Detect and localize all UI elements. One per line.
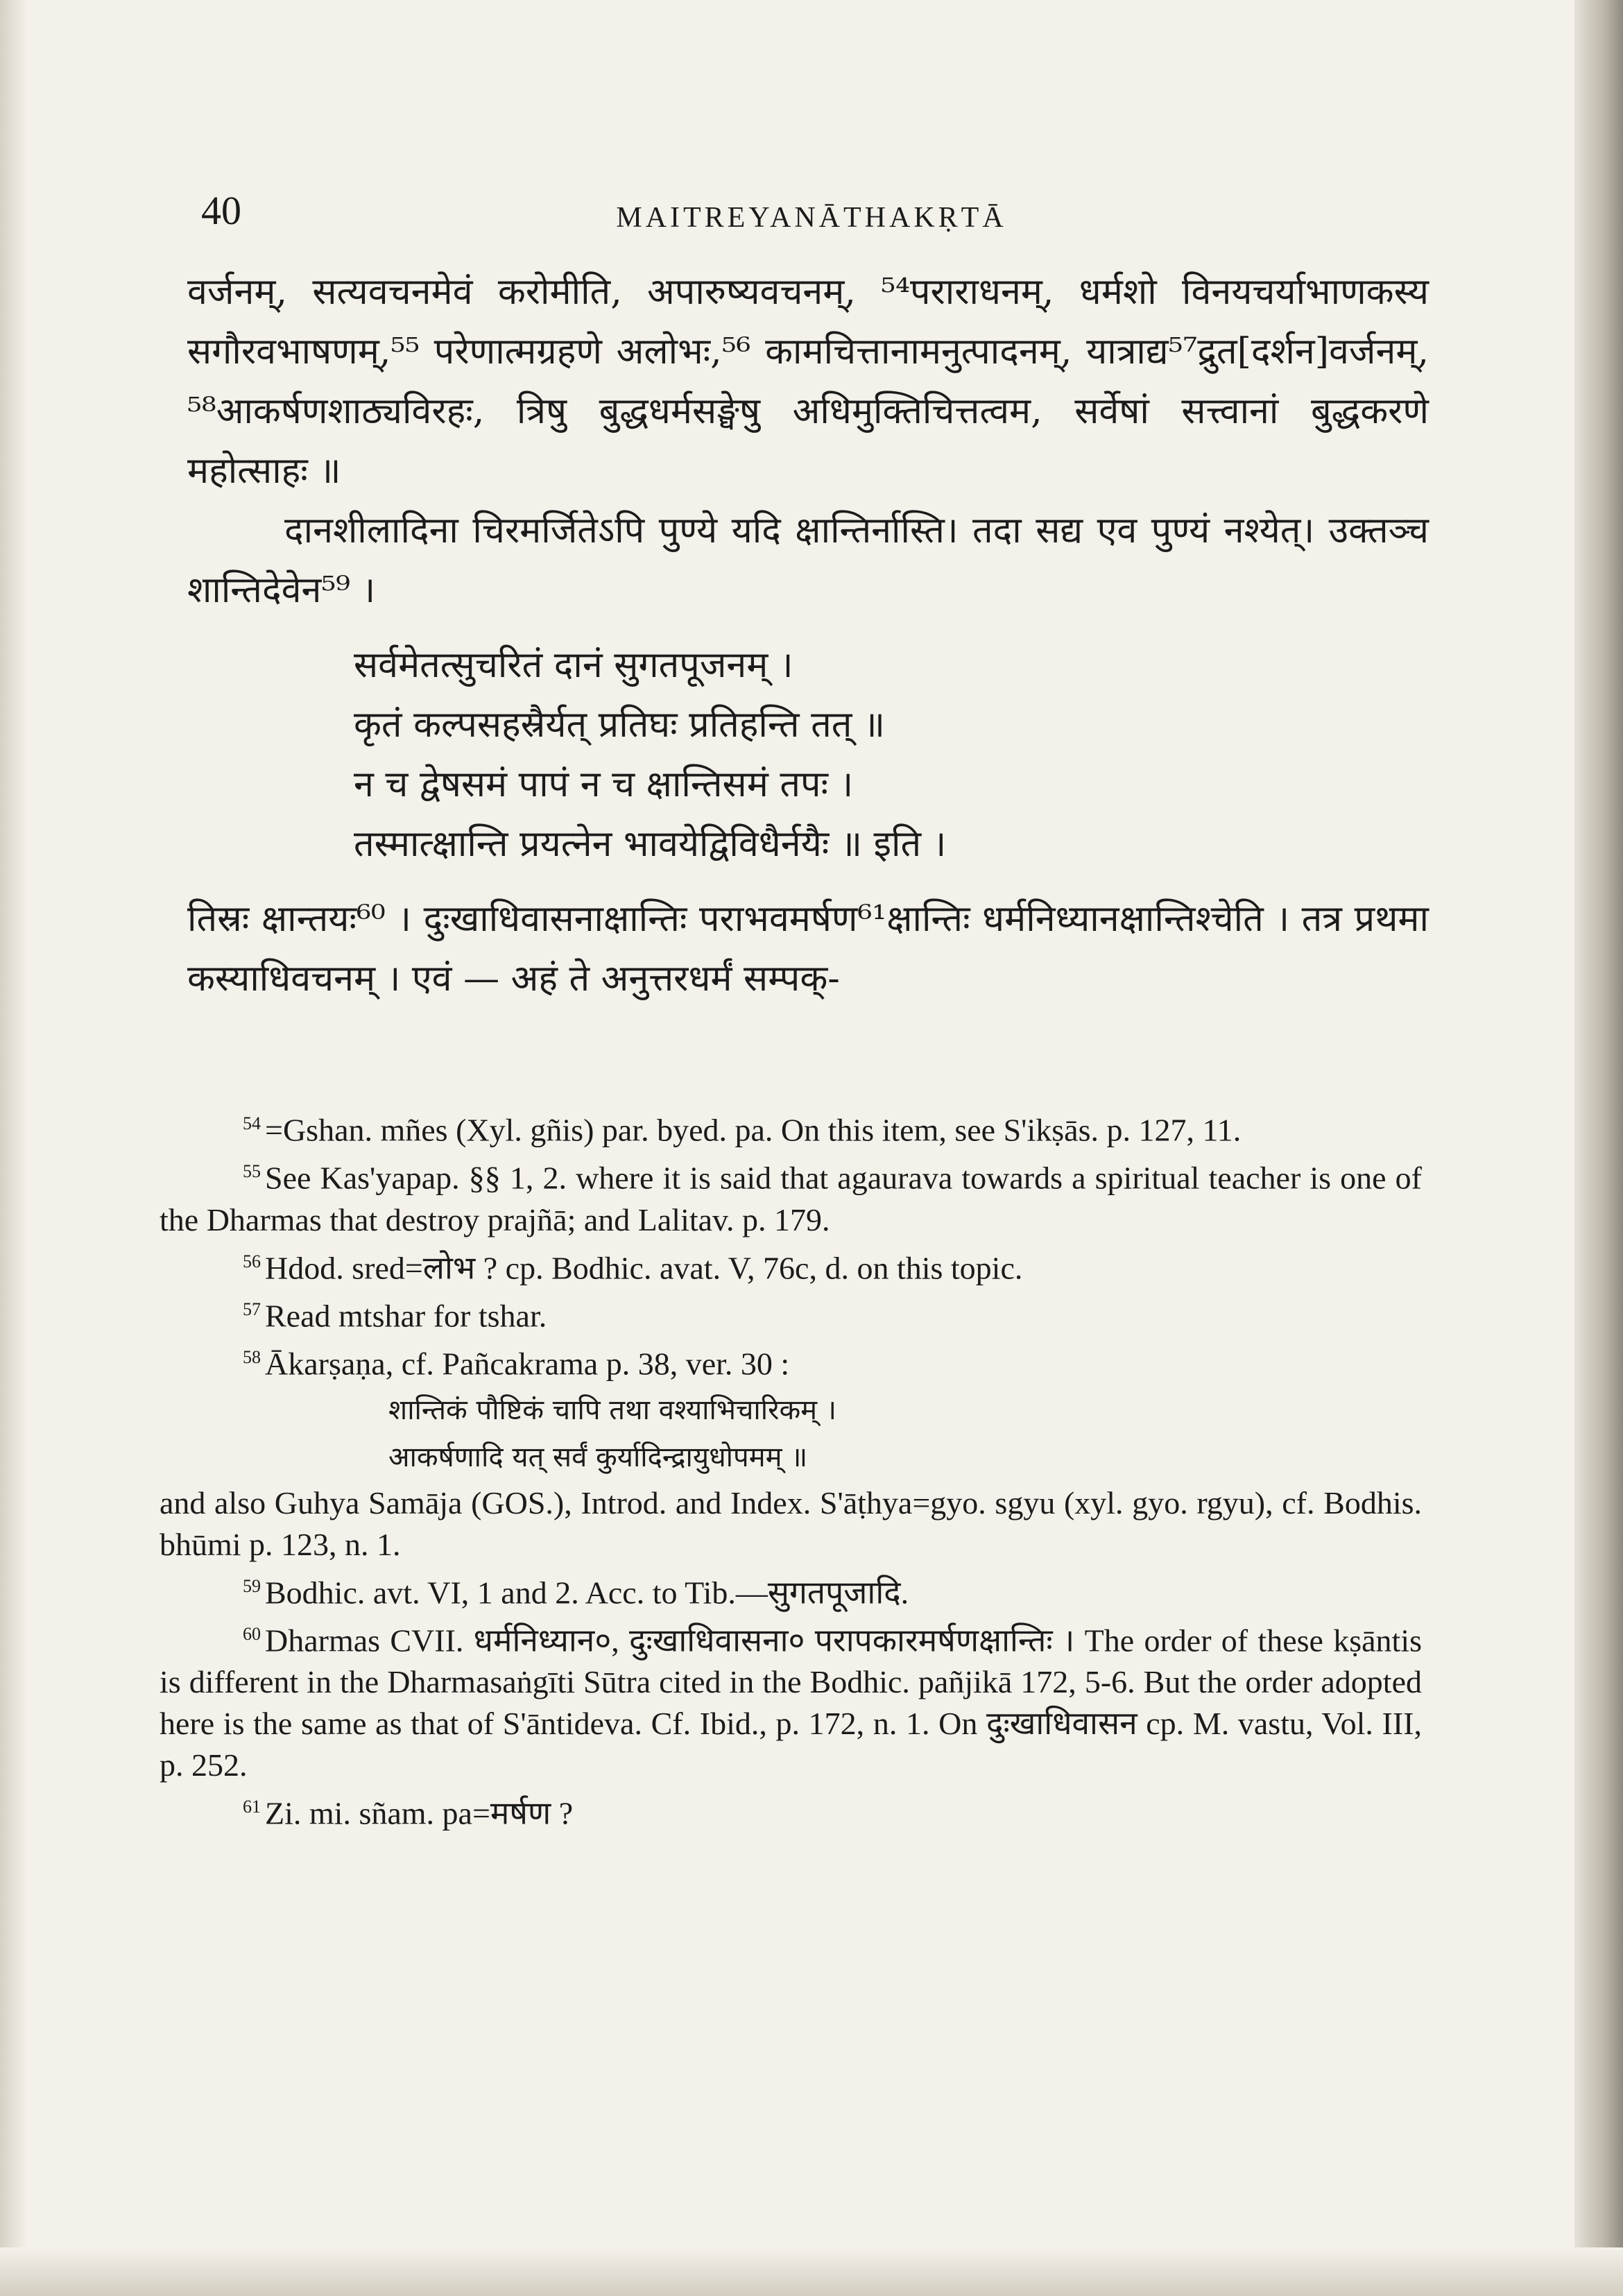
footnote-56 [160, 1241, 1422, 1289]
footnote-text: Hdod. sred=लोभ ? cp. Bodhic. avat. V, 76c, d. on this topic. [265, 1249, 1023, 1285]
footnote-text: See Kas'yapap. §§ 1, 2. where it is said that agaurava towards a spiritual teacher is one of the Dharmas that destroy prajñā; and Lalitav. p. 179. [160, 1160, 1422, 1237]
footnote-58-continued: and also Guhya Samāja (GOS.), Introd. and Index. S'āṭhya=gyo. sgyu (xyl. gyo. rgyu), cf. Bodhis. bhūmi p. 123, n. 1. [160, 1484, 1422, 1562]
main-text [187, 262, 1429, 1009]
footnote-text: Read mtshar for tshar. [265, 1298, 547, 1334]
footnote-marker: 60 [243, 1623, 261, 1644]
footnote-text: Zi. mi. sñam. pa=मर्षण ? [265, 1795, 574, 1831]
page-number: 40 [201, 188, 241, 233]
verse-line: कृतं कल्पसहस्रैर्यत् प्रतिघः प्रतिहन्ति तत् ॥ [354, 704, 886, 746]
footnote-57 [160, 1289, 1422, 1337]
footnote-marker: 55 [243, 1161, 261, 1182]
footnote-marker: 59 [243, 1575, 261, 1596]
paragraph-2: दानशीलादिना चिरमर्जितेऽपि पुण्ये यदि क्षान्तिर्नास्ति। तदा सद्य एव पुण्यं नश्येत्। उक्तञ्च शान्तिदेवेन⁵⁹ । [187, 510, 1429, 611]
verse-block [354, 635, 1429, 874]
page-header [201, 187, 1422, 243]
footnote-60 [160, 1613, 1422, 1786]
footnote-61 [160, 1786, 1422, 1834]
footnote-verse-line: आकर्षणादि यत् सर्वं कुर्यादिन्द्रायुधोपमम् ॥ [388, 1441, 808, 1473]
running-title: MAITREYANĀTHAKṚTĀ [616, 202, 1007, 234]
verse-line: सर्वमेतत्सुचरितं दानं सुगतपूजनम् । [354, 644, 793, 686]
paragraph-1: वर्जनम्, सत्यवचनमेवं करोमीति, अपारुष्यवचनम्, ⁵⁴पराराधनम्, धर्मशो विनयचर्याभाणकस्य सगौरवभाषणम्,⁵⁵ परेणात्मग्रहणे अलोभः,⁵⁶ कामचित्तानामनुत्पादनम्, यात्राद्य⁵⁷द्रुत[दर्शन]वर्जनम्, ⁵⁸आकर्षणशाठ्यविरहः, त्रिषु बुद्धधर्मसङ्घेषु अधिमुक्तिचित्तत्वम, सर्वेषां सत्त्वानां बुद्धकरणे महोत्साहः ॥ [187, 271, 1429, 492]
verse-line: तस्मात्क्षान्ति प्रयत्नेन भावयेद्विविधैर्नयैः ॥ इति । [354, 823, 947, 865]
footnote-54 [160, 1103, 1422, 1151]
footnote-59 [160, 1566, 1422, 1613]
verse-line: न च द्वेषसमं पापं न च क्षान्तिसमं तपः । [354, 764, 854, 805]
footnote-text: Ākarṣaṇa, cf. Pañcakrama p. 38, ver. 30 : [265, 1346, 790, 1382]
footnote-marker: 57 [243, 1299, 261, 1319]
paragraph-3: तिस्रः क्षान्तयः⁶⁰ । दुःखाधिवासनाक्षान्तिः पराभवमर्षण⁶¹क्षान्तिः धर्मनिध्यानक्षान्तिश्चेति । तत्र प्रथमा कस्याधिवचनम् । एवं — अहं ते अनुत्तरधर्मं सम्पक्- [187, 898, 1429, 1000]
footnote-58 [160, 1337, 1422, 1385]
page-edge-left [0, 0, 28, 2296]
footnote-text: Bodhic. avt. VI, 1 and 2. Acc. to Tib.—सुगतपूजादि. [265, 1574, 909, 1610]
footnote-marker: 56 [243, 1251, 261, 1271]
footnote-55 [160, 1151, 1422, 1240]
footnote-verse-line: शान्तिकं पौष्टिकं चापि तथा वश्याभिचारिकम् । [388, 1394, 836, 1426]
footnote-text: =Gshan. mñes (Xyl. gñis) par. byed. pa. On this item, see S'ikṣās. p. 127, 11. [265, 1112, 1242, 1148]
footnote-marker: 61 [243, 1797, 261, 1817]
footnotes [160, 1103, 1422, 1835]
page-edge-right [1574, 0, 1623, 2296]
page-edge-bottom [0, 2247, 1623, 2296]
footnote-text: Dharmas CVII. धर्मनिध्यान०, दुःखाधिवासना० परापकारमर्षणक्षान्तिः । The order of these kṣāntis is different in the Dharmasaṅgīti Sūtra cited in the Bodhic. pañjikā 172, 5-6. But the order adopted here is the same as that of S'āntideva. Cf. Ibid., p. 172, n. 1. On दुःखाधिवासन cp. M. vastu, Vol. III, p. 252. [160, 1622, 1422, 1783]
footnote-marker: 54 [243, 1113, 261, 1133]
footnote-marker: 58 [243, 1347, 261, 1368]
